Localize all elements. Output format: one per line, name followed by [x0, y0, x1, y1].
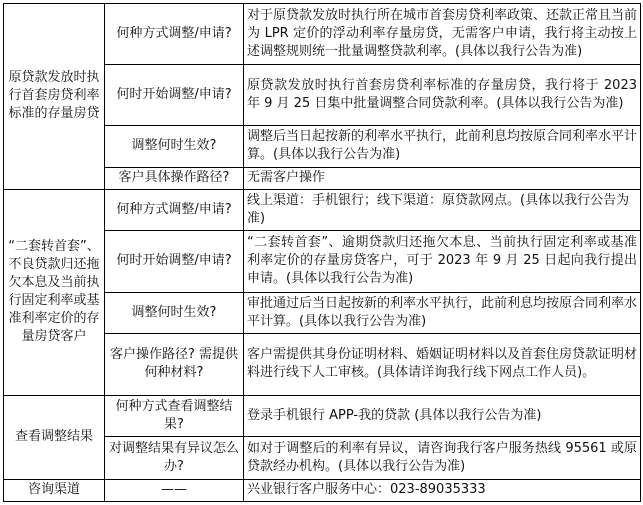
question-cell: 何种方式调整/申请?	[105, 189, 244, 230]
question-cell: 调整何时生效?	[105, 126, 244, 167]
answer-cell: 审批通过后当日起按新的利率水平执行，此前利息均按原合同利率水平计算。(具体以我行公告为准)	[244, 292, 641, 333]
table-row	[4, 395, 641, 436]
answer-cell: 无需客户操作	[244, 167, 641, 189]
question-cell: 何种方式查看调整结果?	[105, 395, 244, 436]
answer-cell: 对于原贷款发放时执行所在城市首套房贷利率政策、还款正常且当前为 LPR 定价的浮动利率存量房贷，无需客户申请，我行将主动按上述调整规则统一批量调整贷款利率。(具体以我行公告为准)	[244, 4, 641, 65]
mortgage-rate-adjustment-faq-table	[3, 3, 641, 502]
question-cell: 客户具体操作路径?	[105, 167, 244, 189]
question-cell: 何种方式调整/申请?	[105, 4, 244, 65]
table-row	[4, 189, 641, 230]
question-cell: 何时开始调整/申请?	[105, 64, 244, 126]
question-cell: ——	[105, 479, 244, 501]
question-cell: 何时开始调整/申请?	[105, 231, 244, 293]
answer-cell: 调整后当日起按新的利率水平执行，此前利息均按原合同利率水平计算。(具体以我行公告为准)	[244, 126, 641, 167]
answer-cell: 原贷款发放时执行首套房贷利率标准的存量房贷，我行将于 2023 年 9 月 25 日集中批量调整合同贷款利率。(具体以我行公告为准)	[244, 64, 641, 126]
category-cell: 查看调整结果	[4, 395, 105, 479]
table-row	[4, 479, 641, 501]
question-cell: 客户操作路径? 需提供何种材料?	[105, 334, 244, 396]
category-cell: 咨询渠道	[4, 479, 105, 501]
table-row	[4, 4, 641, 65]
answer-cell: 兴业银行客户服务中心：023-89035333	[244, 479, 641, 501]
answer-cell: 客户需提供其身份证明材料、婚姻证明材料以及首套住房贷款证明材料进行线下人工审核。(具体请详询我行线下网点工作人员)。	[244, 334, 641, 396]
category-cell: “二套转首套”、不良贷款归还拖欠本息及当前执行固定利率或基准利率定价的存量房贷客户	[4, 189, 105, 395]
category-cell: 原贷款发放时执行首套房贷利率标准的存量房贷	[4, 4, 105, 190]
question-cell: 调整何时生效?	[105, 292, 244, 333]
answer-cell: 登录手机银行 APP-我的贷款 (具体以我行公告为准)	[244, 395, 641, 436]
answer-cell: 如对于调整后的利率有异议，请咨询我行客户服务热线 95561 或原贷款经办机构。(具体以我行公告为准)	[244, 437, 641, 479]
answer-cell: “二套转首套”、逾期贷款归还拖欠本息、当前执行固定利率或基准利率定价的存量房贷客户，可于 2023 年 9 月 25 日起向我行提出申请。(具体以我行公告为准)	[244, 231, 641, 293]
answer-cell: 线上渠道：手机银行；线下渠道：原贷款网点。(具体以我行公告为准)	[244, 189, 641, 230]
question-cell: 对调整结果有异议怎么办?	[105, 437, 244, 479]
